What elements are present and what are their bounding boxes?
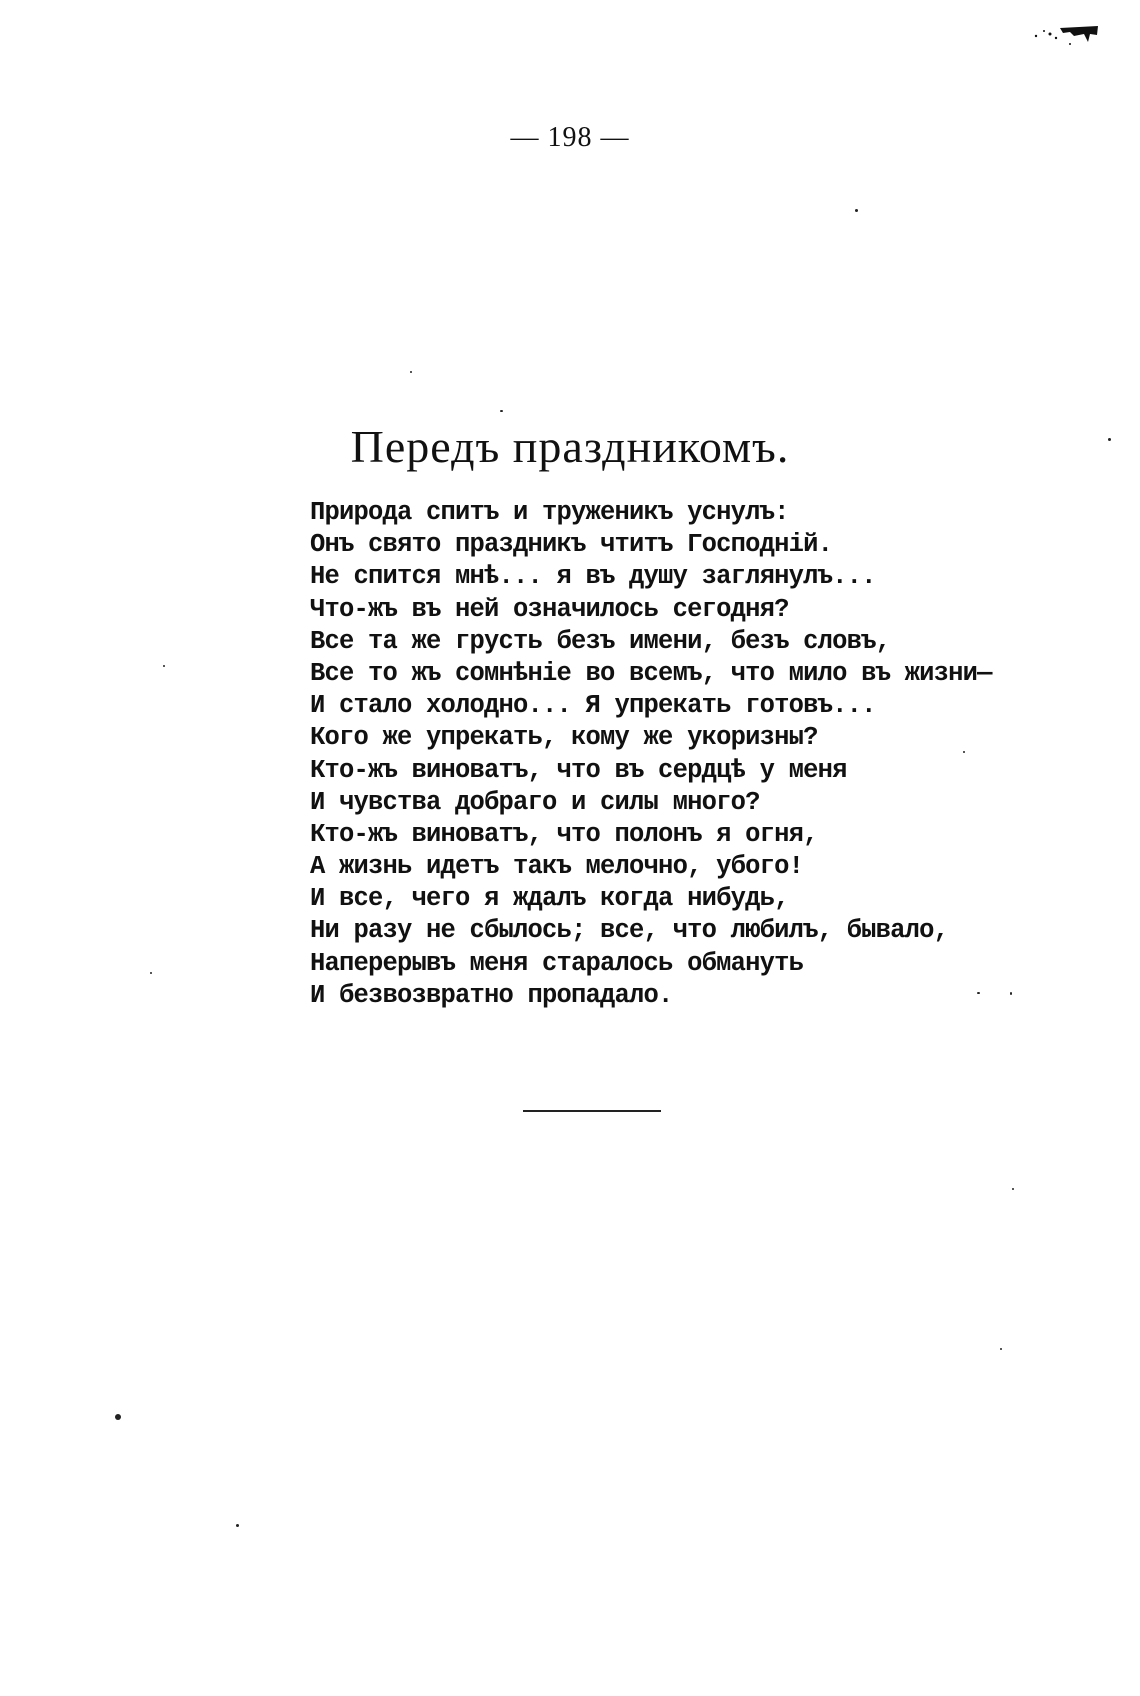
poem-body: [310, 497, 992, 1012]
scan-speck: [1000, 1348, 1002, 1350]
poem-line: И все, чего я ждалъ когда нибудь,: [310, 884, 789, 914]
end-rule: [523, 1110, 661, 1112]
poem-line: И чувства добраго и силы много?: [310, 787, 760, 817]
scan-speck: [500, 410, 503, 412]
scan-speck: [977, 992, 980, 994]
poem-line: Наперерывъ меня старалось обмануть: [310, 948, 804, 978]
scan-speck: [963, 751, 965, 753]
scan-speck: [855, 209, 858, 212]
poem-line: Не спится мнѣ... я въ душу заглянулъ...: [310, 562, 876, 592]
poem-line: А жизнь идетъ такъ мелочно, убого!: [310, 852, 804, 882]
poem-line: Природа спитъ и труженикъ уснулъ:: [310, 498, 789, 527]
poem-title: Передъ праздникомъ.: [350, 421, 790, 472]
scan-speck: [1108, 438, 1111, 441]
page-number: — 198 —: [510, 122, 630, 153]
poem-line: И стало холодно... Я упрекать готовъ...: [310, 691, 876, 721]
poem-line: Кого же упрекать, кому же укоризны?: [310, 723, 818, 753]
poem-line: Все та же грусть безъ имени, безъ словъ,: [310, 626, 891, 656]
poem-line: Кто-жъ виноватъ, что полонъ я огня,: [310, 819, 818, 849]
scan-speck: [236, 1524, 239, 1527]
scan-speck: [1010, 992, 1012, 995]
scan-mark: [1030, 22, 1100, 52]
scan-speck: [150, 972, 152, 974]
poem-line: Онъ свято праздникъ чтитъ Господній.: [310, 530, 833, 560]
poem-line: Ни разу не сбылось; все, что любилъ, бывало,: [310, 916, 949, 946]
scan-speck: [410, 371, 412, 373]
poem-line: Что-жъ въ ней означилось сегодня?: [310, 594, 789, 624]
scan-speck: [115, 1414, 121, 1420]
poem-line: Все то жъ сомнѣніе во всемъ, что мило въ жизни—: [310, 658, 992, 688]
poem-line: И безвозвратно пропадало.: [310, 980, 673, 1010]
scan-speck: [1012, 1188, 1014, 1190]
poem-line: Кто-жъ виноватъ, что въ сердцѣ у меня: [310, 755, 847, 785]
scan-speck: [163, 665, 165, 667]
